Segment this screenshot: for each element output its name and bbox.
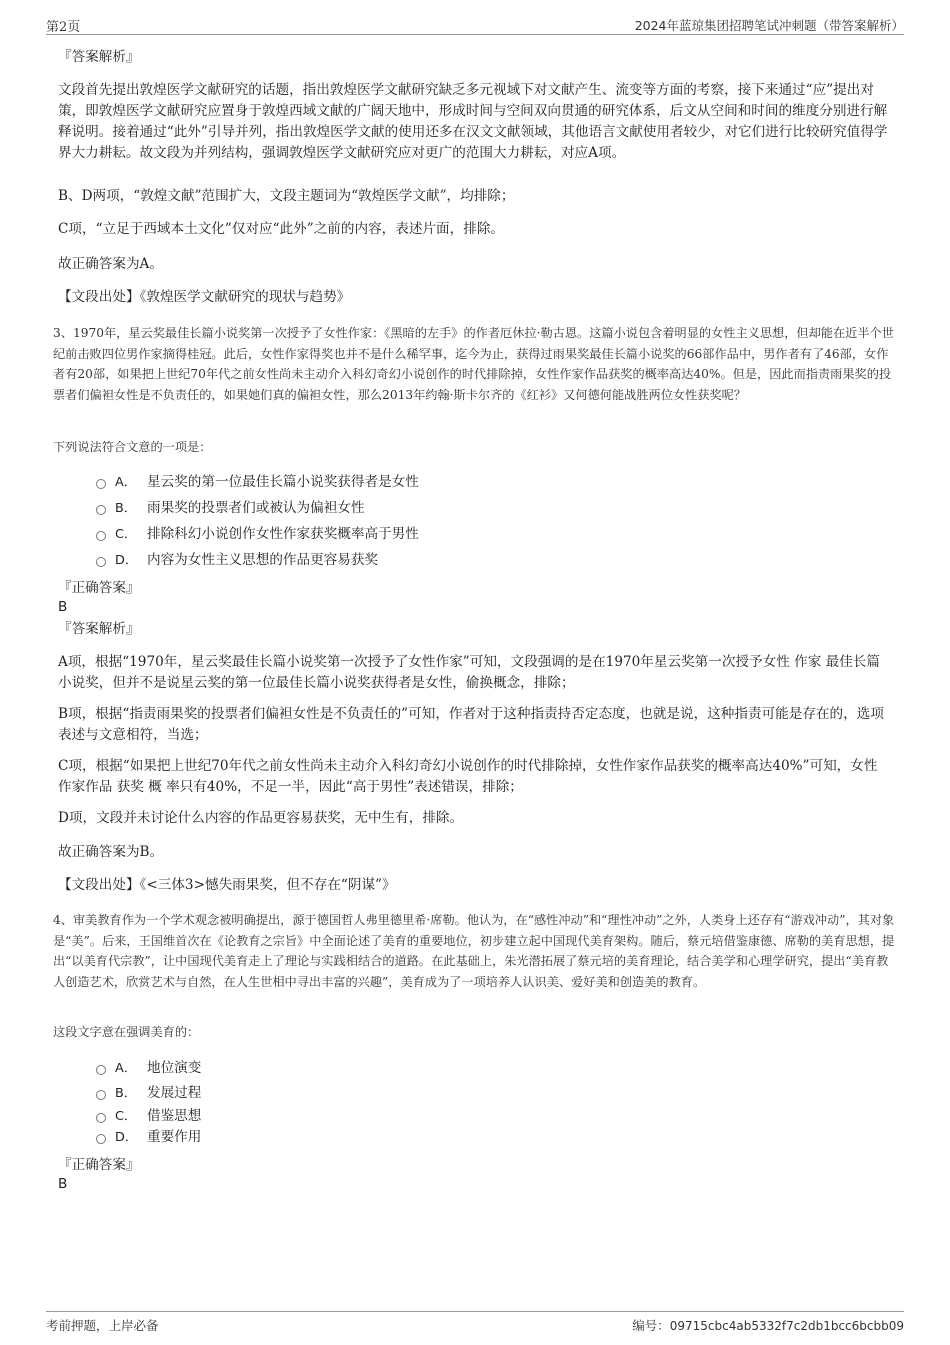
radio-icon[interactable] [96,1090,106,1100]
q4-prompt: 这段文字意在强调美育的： [53,1025,200,1039]
q4-options [96,1056,201,1148]
q2-source: 【文段出处】《敦煌医学文献研究的现状与趋势》 [58,289,351,305]
page-header [46,14,904,35]
q3-source: 【文段出处】《<三体3>憾失雨果奖，但不存在“阴谋”》 [58,877,396,893]
footer-slogan: 考前押题，上岸必备 [46,1318,159,1333]
footer-code: 编号：09715cbc4ab5332f7c2db1bcc6bcbb09 [632,1318,904,1333]
radio-icon[interactable] [96,505,106,515]
radio-icon[interactable] [96,531,106,541]
radio-icon[interactable] [96,1113,106,1123]
q3-correct-title: 『正确答案』 [58,580,140,596]
q3-stem: 3、1970年，星云奖最佳长篇小说奖第一次授予了女性作家：《黑暗的左手》的作者厄休拉·勒古恩。这篇小说包含着明显的女性主义思想，但却能在近半个世纪前击败四位男作家摘得桂冠。此后，女性作家得奖也并不是什么稀罕事，迄今为止，获得过雨果奖最佳长篇小说奖的66部作品中，男作者有了46部，女作者有20部，如果把上世纪70年代之前女性尚未主动介入科幻奇幻小说创作的时代排除掉，女性作家作品获奖的概率高达40%。但是，因此而指责雨果奖的投票者们偏袒女性是不负责任的，如果她们真的偏袒女性，那么2013年约翰·斯卡尔齐的《红衫》又何德何能战胜两位女性获奖呢？ [53,326,894,402]
q4-option-c[interactable]: C． 借鉴思想 [96,1106,201,1127]
q4-option-b[interactable]: B． 发展过程 [96,1081,201,1106]
q4-option-a[interactable]: A． 地位演变 [96,1056,201,1081]
q3-analysis-a: A项，根据“1970年，星云奖最佳长篇小说奖第一次授予了女性作家”可知，文段强调的是在1970年星云奖第一次授予女性 作家 最佳长篇小说奖，但并不是说星云奖的第一位最佳长篇小说奖获得者是女性，偷换概念，排除； [58,654,881,691]
q3-option-b[interactable]: B． 雨果奖的投票者们或被认为偏袒女性 [96,495,419,521]
q3-correct-answer: B [58,599,68,615]
q4-correct-answer: B [58,1176,68,1192]
q2-analysis-title: 『答案解析』 [58,49,140,65]
q3-options [96,469,419,573]
page-footer [46,1311,904,1334]
q2-analysis-paragraph: 文段首先提出敦煌医学文献研究的话题，指出敦煌医学文献研究缺乏多元视域下对文献产生、流变等方面的考察，接下来通过“应”提出对策，即敦煌医学文献研究应置身于敦煌西域文献的广阔天地中，形成时间与空间双向贯通的研究体系，后文从空间和时间的维度分别进行解释说明。接着通过“此外”引导并列，指出敦煌医学文献的使用还多在汉文文献领域，其他语言文献使用者较少，对它们进行比较研究值得学界大力耕耘。故文段为并列结构，强调敦煌医学文献研究应对更广的范围大力耕耘，对应A项。 [58,82,888,161]
q3-analysis-title: 『答案解析』 [58,621,140,637]
q3-option-d[interactable]: D． 内容为女性主义思想的作品更容易获奖 [96,547,419,573]
q2-conclusion: 故正确答案为A。 [58,256,163,272]
q3-analysis-d: D项，文段并未讨论什么内容的作品更容易获奖，无中生有，排除。 [58,810,464,826]
q3-analysis-c: C项，根据“如果把上世纪70年代之前女性尚未主动介入科幻奇幻小说创作的时代排除掉，女性作家作品获奖的概率高达40%”可知，女性 作家作品 获奖 概 率只有40%，不足一半，因此“高于男性”表述错误，排除； [58,758,878,795]
page-number: 第2页 [46,20,81,35]
q3-prompt: 下列说法符合文意的一项是： [53,440,212,454]
q3-analysis-b: B项，根据“指责雨果奖的投票者们偏袒女性是不负责任的”可知，作者对于这种指责持否定态度，也就是说，这种指责可能是存在的，选项表述与文意相符，当选； [58,706,884,743]
document-title: 2024年蓝琼集团招聘笔试冲刺题（带答案解析） [634,18,904,33]
radio-icon[interactable] [96,479,106,489]
q3-option-c[interactable]: C． 排除科幻小说创作女性作家获奖概率高于男性 [96,521,419,547]
radio-icon[interactable] [96,1065,106,1075]
q4-option-d[interactable]: D． 重要作用 [96,1127,201,1148]
q3-conclusion: 故正确答案为B。 [58,844,164,860]
radio-icon[interactable] [96,1134,106,1144]
q2-analysis-bd: B、D两项，“敦煌文献”范围扩大，文段主题词为“敦煌医学文献”，均排除； [58,188,515,204]
q4-correct-title: 『正确答案』 [58,1157,140,1173]
q3-option-a[interactable]: A． 星云奖的第一位最佳长篇小说奖获得者是女性 [96,469,419,495]
q4-stem: 4、审美教育作为一个学术观念被明确提出，源于德国哲人弗里德里希·席勒。他认为，在“感性冲动”和“理性冲动”之外，人类身上还存有“游戏冲动”，其对象是“美”。后来，王国维首次在《论教育之宗旨》中全面论述了美育的重要地位，初步建立起中国现代美育架构。随后，蔡元培借鉴康德、席勒的美育思想，提出“以美育代宗教”，让中国现代美育走上了理论与实践相结合的道路。在此基础上，朱光潜拓展了蔡元培的美育理论，结合美学和心理学研究，提出“美育教人创造艺术，欣赏艺术与自然，在人生世相中寻出丰富的兴趣”，美育成为了一项培养人认识美、爱好美和创造美的教育。 [53,913,895,989]
q2-analysis-c: C项，“立足于西域本土文化”仅对应“此外”之前的内容，表述片面，排除。 [58,221,505,237]
radio-icon[interactable] [96,557,106,567]
